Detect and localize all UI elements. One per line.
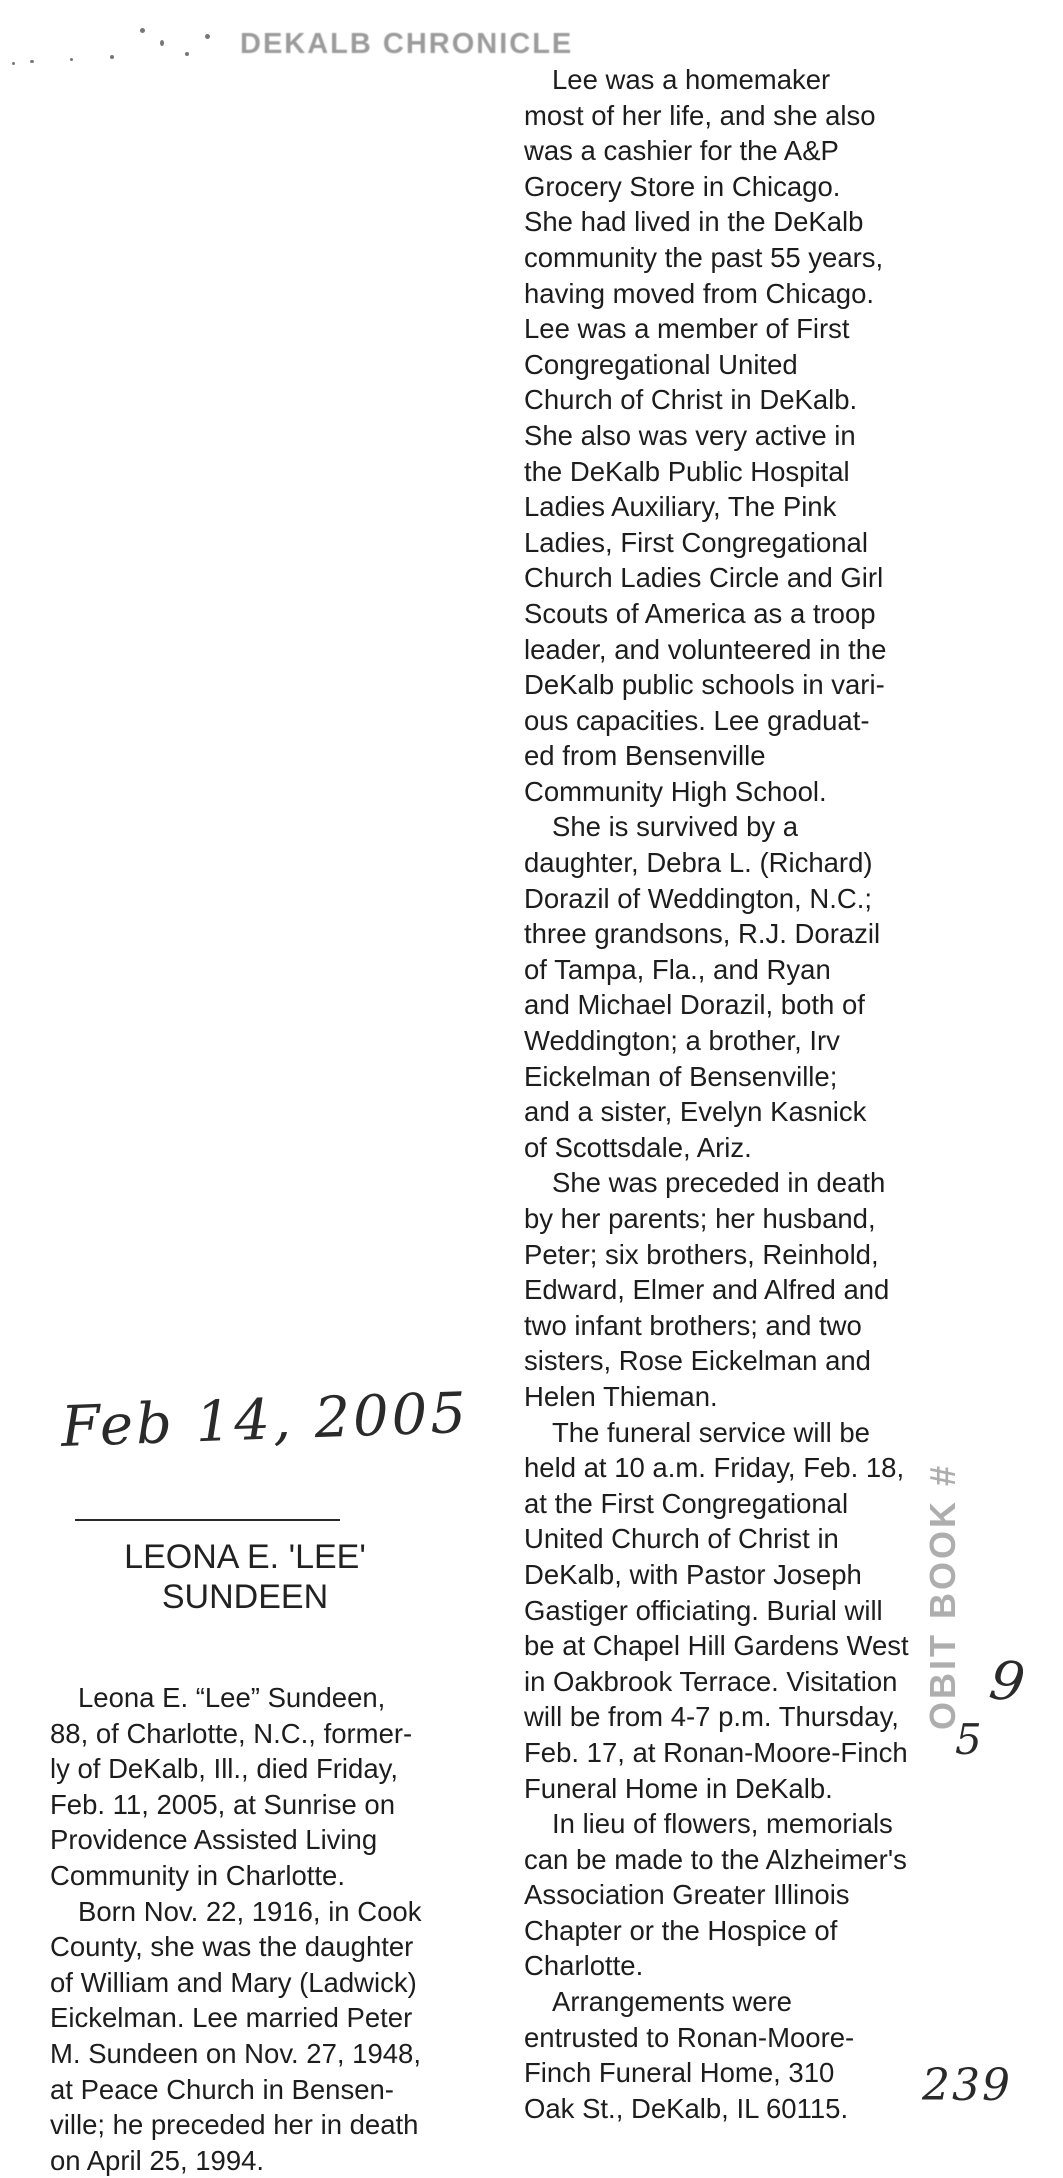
headline-rule: [75, 1519, 340, 1521]
text-line: Oak St., DeKalb, IL 60115.: [524, 2092, 849, 2124]
text-line: having moved from Chicago.: [524, 277, 875, 309]
text-line: In lieu of flowers, memorials: [552, 1808, 893, 1840]
text-line: Lee was a member of First: [524, 313, 850, 345]
text-line: She was preceded in death: [552, 1167, 886, 1199]
text-line: Providence Assisted Living: [50, 1824, 378, 1856]
text-line: Weddington; a brother, Irv: [524, 1025, 840, 1057]
scan-speck: [70, 58, 73, 61]
obituary-headline: [60, 1537, 430, 1617]
headline-name: LEONA E. 'LEE': [124, 1538, 366, 1576]
text-line: on April 25, 1994.: [50, 2144, 265, 2176]
text-line: Edward, Elmer and Alfred and: [524, 1274, 890, 1306]
text-line: 88, of Charlotte, N.C., former-: [50, 1717, 413, 1749]
text-line: Lee was a homemaker: [552, 64, 831, 95]
text-line: ed from Bensenville: [524, 740, 766, 772]
newspaper-masthead: DEKALB CHRONICLE: [240, 28, 574, 60]
obituary-right-column: [524, 62, 1004, 2126]
text-line: of Scottsdale, Ariz.: [524, 1131, 752, 1163]
text-line: three grandsons, R.J. Dorazil: [524, 918, 881, 950]
text-line: Born Nov. 22, 1916, in Cook: [78, 1895, 422, 1927]
text-line: Dorazil of Weddington, N.C.;: [524, 882, 872, 914]
text-line: She also was very active in: [524, 419, 856, 451]
text-line: Finch Funeral Home, 310: [524, 2057, 835, 2089]
text-line: United Church of Christ in: [524, 1523, 839, 1555]
text-line: sisters, Rose Eickelman and: [524, 1345, 871, 1377]
text-line: Church Ladies Circle and Girl: [524, 562, 884, 594]
text-line: leader, and volunteered in the: [524, 633, 887, 665]
scan-speck: [12, 62, 15, 65]
text-line: DeKalb, with Pastor Joseph: [524, 1558, 862, 1590]
text-line: Feb. 17, at Ronan-Moore-Finch: [524, 1736, 908, 1768]
text-line: Grocery Store in Chicago.: [524, 170, 841, 202]
text-line: Congregational United: [524, 348, 798, 380]
text-line: Arrangements were: [552, 1986, 792, 2018]
text-line: ly of DeKalb, Ill., died Friday,: [50, 1753, 398, 1785]
text-line: Eickelman of Bensenville;: [524, 1060, 838, 1092]
text-line: at the First Congregational: [524, 1487, 849, 1519]
text-line: Church of Christ in DeKalb.: [524, 384, 858, 416]
text-line: Leona E. “Lee” Sundeen,: [78, 1682, 386, 1713]
scan-speck: [185, 52, 189, 56]
scan-speck: [160, 40, 164, 46]
text-line: daughter, Debra L. (Richard): [524, 847, 873, 879]
text-line: two infant brothers; and two: [524, 1309, 862, 1341]
text-line: Charlotte.: [524, 1950, 644, 1982]
text-line: community the past 55 years,: [524, 241, 884, 273]
text-line: Helen Thieman.: [524, 1380, 718, 1412]
text-line: Scouts of America as a troop: [524, 597, 876, 629]
text-line: Feb. 11, 2005, at Sunrise on: [50, 1788, 395, 1820]
text-line: ous capacities. Lee graduat-: [524, 704, 870, 736]
text-line: of William and Mary (Ladwick): [50, 1966, 417, 1998]
handwritten-page-number: 239: [922, 2060, 1012, 2111]
scan-speck: [205, 34, 210, 39]
text-line: can be made to the Alzheimer's: [524, 1843, 907, 1875]
handwritten-date: Feb 14, 2005: [60, 1380, 470, 1460]
obituary-left-column: [50, 1680, 450, 2178]
text-line: of Tampa, Fla., and Ryan: [524, 953, 831, 985]
scan-speck: [140, 28, 145, 33]
text-line: in Oakbrook Terrace. Visitation: [524, 1665, 898, 1697]
text-line: ville; he preceded her in death: [50, 2109, 419, 2141]
text-line: Community in Charlotte.: [50, 1859, 345, 1891]
text-line: entrusted to Ronan-Moore-: [524, 2021, 855, 2053]
scan-speck: [30, 60, 34, 63]
text-line: held at 10 a.m. Friday, Feb. 18,: [524, 1452, 905, 1484]
text-line: Peter; six brothers, Reinhold,: [524, 1238, 879, 1270]
text-line: be at Chapel Hill Gardens West: [524, 1630, 909, 1662]
text-line: was a cashier for the A&P: [524, 135, 839, 167]
text-line: The funeral service will be: [552, 1416, 870, 1448]
text-line: DeKalb public schools in vari-: [524, 669, 885, 701]
text-line: by her parents; her husband,: [524, 1203, 876, 1234]
text-line: County, she was the daughter: [50, 1931, 414, 1963]
text-line: Funeral Home in DeKalb.: [524, 1772, 833, 1804]
text-line: She had lived in the DeKalb: [524, 206, 864, 238]
text-line: the DeKalb Public Hospital: [524, 455, 850, 487]
text-line: Eickelman. Lee married Peter: [50, 2002, 413, 2034]
text-line: Ladies, First Congregational: [524, 526, 868, 558]
text-line: and Michael Dorazil, both of: [524, 989, 865, 1021]
text-line: Association Greater Illinois: [524, 1879, 850, 1911]
handwritten-margin-number: 9: [985, 1647, 1029, 1716]
text-line: Ladies Auxiliary, The Pink: [524, 491, 837, 523]
headline-surname: SUNDEEN: [161, 1578, 329, 1616]
text-line: at Peace Church in Bensen-: [50, 2073, 394, 2105]
text-line: most of her life, and she also: [524, 99, 876, 131]
text-line: Community High School.: [524, 775, 827, 807]
text-line: She is survived by a: [552, 811, 799, 843]
text-line: Chapter or the Hospice of: [524, 1914, 838, 1946]
scan-speck: [110, 55, 114, 59]
obit-book-stamp: OBIT BOOK #: [922, 1462, 963, 1730]
text-line: M. Sundeen on Nov. 27, 1948,: [50, 2037, 421, 2069]
text-line: will be from 4-7 p.m. Thursday,: [524, 1701, 899, 1733]
text-line: Gastiger officiating. Burial will: [524, 1594, 883, 1626]
text-line: and a sister, Evelyn Kasnick: [524, 1096, 867, 1128]
handwritten-margin-number: 5: [955, 1715, 982, 1764]
